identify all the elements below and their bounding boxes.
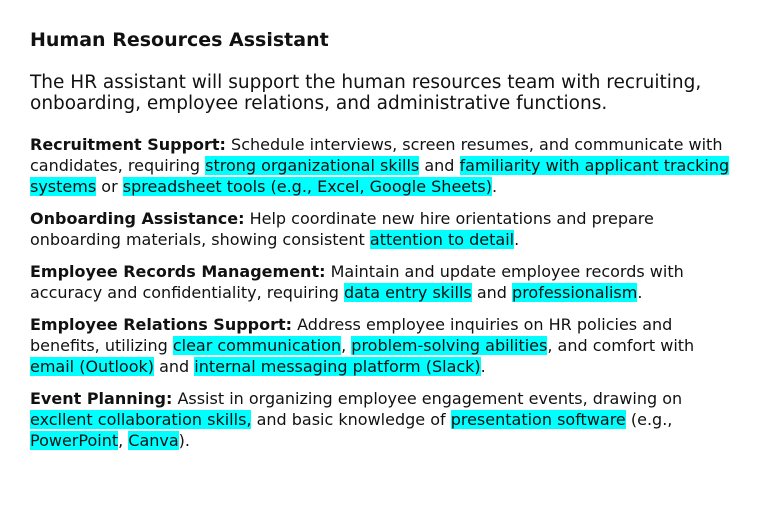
section-text: Maintain and update employee records with accuracy and confidentiality, requiring xyxy=(30,262,684,302)
section-recruitment-support xyxy=(30,134,730,197)
section-event-planning xyxy=(30,388,730,451)
section-text: or xyxy=(96,177,123,196)
section-heading: Recruitment Support: xyxy=(30,135,226,154)
section-onboarding-assistance xyxy=(30,208,730,250)
section-text: ). xyxy=(178,431,190,450)
section-text: , and comfort with xyxy=(547,336,695,355)
section-text: , xyxy=(341,336,352,355)
intro-paragraph: The HR assistant will support the human resources team with recruiting, onboarding, employee relations, and administrative functions. xyxy=(30,72,702,114)
highlighted-skill: excllent collaboration skills, xyxy=(30,410,252,429)
highlighted-skill: Canva xyxy=(128,431,179,450)
highlighted-skill: PowerPoint xyxy=(30,431,119,450)
section-employee-records-management xyxy=(30,261,730,303)
section-heading: Employee Records Management: xyxy=(30,262,326,281)
document-title: Human Resources Assistant xyxy=(30,29,329,51)
highlighted-skill: internal messaging platform (Slack) xyxy=(194,357,481,376)
highlighted-skill: strong organizational skills xyxy=(205,156,420,175)
highlighted-skill: familiarity with applicant tracking systems xyxy=(30,156,730,196)
section-text: and xyxy=(419,156,460,175)
section-text: . xyxy=(480,357,486,376)
section-heading: Onboarding Assistance: xyxy=(30,209,245,228)
section-text: and xyxy=(471,283,513,302)
section-text: (e.g., xyxy=(625,410,673,429)
highlighted-skill: presentation software xyxy=(450,410,626,429)
highlighted-skill: spreadsheet tools (e.g., Excel, Google Sheets) xyxy=(122,177,492,196)
highlighted-skill: email (Outlook) xyxy=(30,357,154,376)
highlighted-skill: problem-solving abilities xyxy=(351,336,548,355)
section-text: Assist in organizing employee engagement events, drawing on xyxy=(177,389,683,408)
section-text: and xyxy=(154,357,195,376)
section-text: , xyxy=(118,431,129,450)
section-heading: Employee Relations Support: xyxy=(30,315,293,334)
section-heading: Event Planning: xyxy=(30,389,173,408)
section-text: Address employee inquiries on HR policies and benefits, utilizing xyxy=(30,315,673,355)
section-text: Schedule interviews, screen resumes, and communicate with candidates, requiring xyxy=(30,135,723,175)
section-text: . xyxy=(637,283,643,302)
highlighted-skill: data entry skills xyxy=(343,283,472,302)
section-text: and basic knowledge of xyxy=(251,410,451,429)
highlighted-skill: attention to detail xyxy=(369,230,515,249)
section-employee-relations-support xyxy=(30,314,730,377)
highlighted-skill: clear communication xyxy=(172,336,342,355)
section-text: . xyxy=(491,177,498,196)
highlighted-skill: professionalism xyxy=(512,283,638,302)
section-text: Help coordinate new hire orientations and prepare onboarding materials, showing consistent xyxy=(30,209,654,249)
section-text: . xyxy=(514,230,520,249)
